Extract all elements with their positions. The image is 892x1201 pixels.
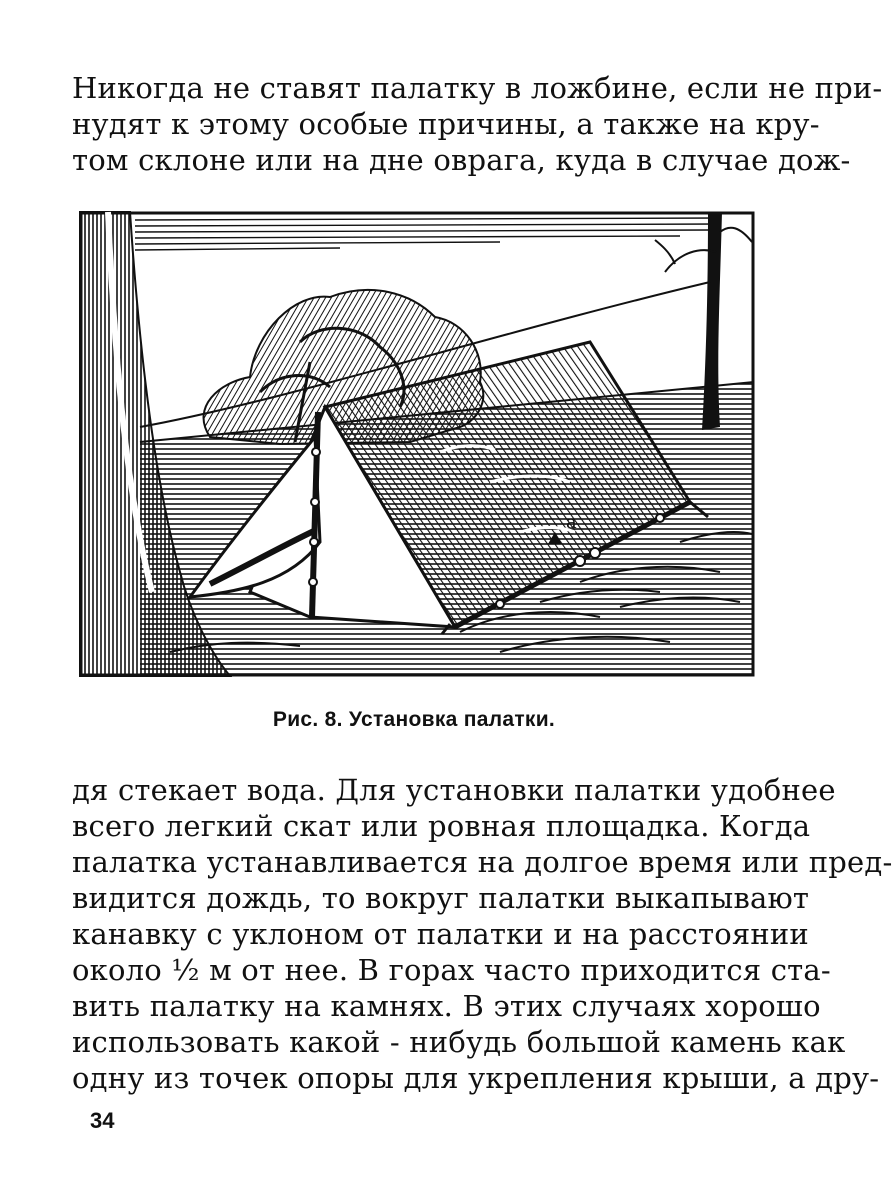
text-line: дя стекает вода. Для установки палатки удобнее [72,773,836,807]
text-line: Никогда не ставят палатку в ложбине, если не при- [72,71,883,105]
text-line: видится дождь, то вокруг палатки выкапывают [72,881,810,915]
text-line: вить палатку на камнях. В этих случаях хорошо [72,989,821,1023]
text-line: всего легкий скат или ровная площадка. Когда [72,809,811,843]
page-number: 34 [90,1108,115,1133]
text-line: использовать какой - нибудь большой камень как [72,1025,846,1059]
text-line: палатка устанавливается на долгое время или пред- [72,845,892,879]
text-line: около ½ м от нее. В горах часто приходится ста- [72,953,831,987]
tent-drawing [80,212,754,676]
text-line: канавку с уклоном от палатки и на расстоянии [72,917,809,951]
figure-caption: Рис. 8. Установка палатки. [272,708,556,731]
figure-label-a: а [566,512,577,533]
text-line: том склоне или на дне оврага, куда в случае дож- [72,143,851,177]
text-line: одну из точек опоры для укрепления крыши, а дру- [72,1061,880,1095]
tent-illustration [80,212,754,676]
text-line: нудят к этому особые причины, а также на кру- [72,107,820,141]
